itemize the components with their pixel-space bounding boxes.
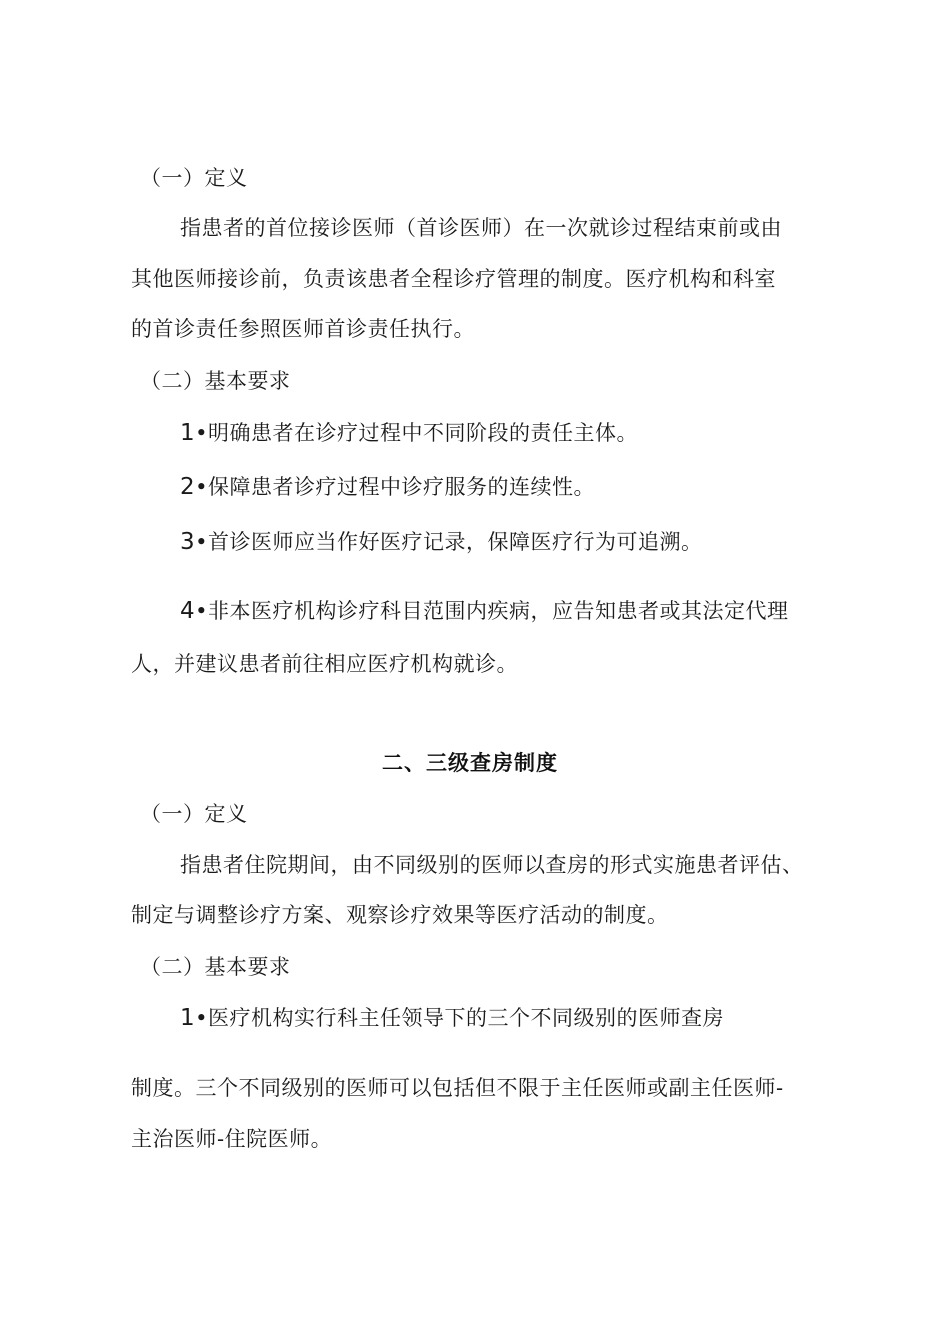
s1-item-3 [180,528,703,556]
s2-req-heading: （二）基本要求 [140,955,291,979]
s2-item-1 [180,1004,724,1032]
item-number: 4 [180,598,196,624]
s1-def-heading: （一）定义 [140,166,248,190]
s1-req-heading: （二）基本要求 [140,369,291,393]
item-text: •医疗机构实行科主任领导下的三个不同级别的医师查房 [195,1006,725,1030]
s2-item-1-cont-2: 主治医师-住院医师。 [131,1127,333,1151]
item-text: •明确患者在诊疗过程中不同阶段的责任主体。 [195,421,639,445]
item-text: •非本医疗机构诊疗科目范围内疾病，应告知患者或其法定代理 [195,599,789,623]
s1-def-line-2: 其他医师接诊前，负责该患者全程诊疗管理的制度。医疗机构和科室 [131,267,776,291]
item-number: 1 [180,1005,196,1031]
s1-item-1 [180,419,638,447]
s1-item-2 [180,473,595,501]
item-number: 3 [180,529,196,555]
item-text: •保障患者诊疗过程中诊疗服务的连续性。 [195,475,596,499]
s2-def-line-1: 指患者住院期间，由不同级别的医师以查房的形式实施患者评估、 [180,853,804,877]
s1-def-line-3: 的首诊责任参照医师首诊责任执行。 [131,317,475,341]
item-text: •首诊医师应当作好医疗记录，保障医疗行为可追溯。 [195,530,703,554]
s1-item-4-cont: 人，并建议患者前往相应医疗机构就诊。 [131,652,518,676]
item-number: 2 [180,474,196,500]
s1-def-line-1: 指患者的首位接诊医师（首诊医师）在一次就诊过程结束前或由 [180,216,782,240]
s2-def-heading: （一）定义 [140,802,248,826]
item-number: 1 [180,420,196,446]
s2-def-line-2: 制定与调整诊疗方案、观察诊疗效果等医疗活动的制度。 [131,903,669,927]
s2-item-1-cont-1: 制度。三个不同级别的医师可以包括但不限于主任医师或副主任医师- [131,1076,784,1100]
section-title: 二、三级查房制度 [382,751,558,775]
s1-item-4 [180,597,789,625]
